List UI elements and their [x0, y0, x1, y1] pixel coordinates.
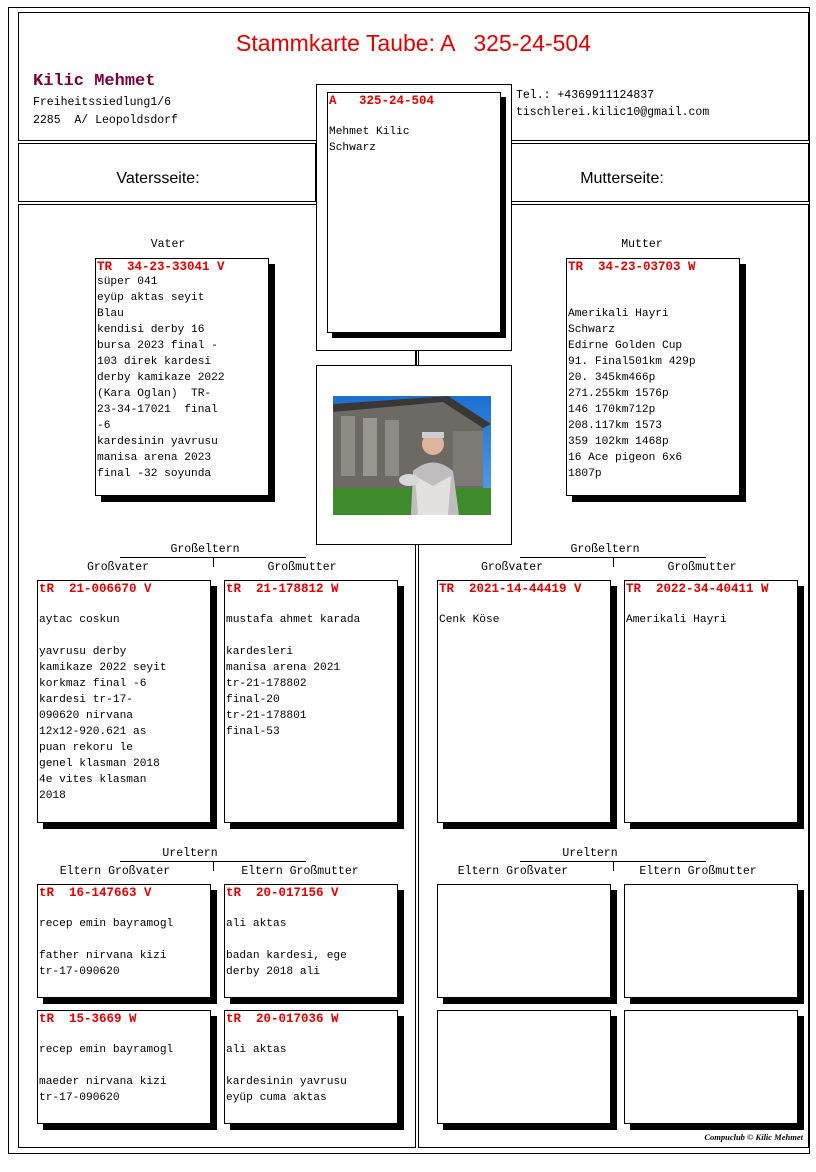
- mmm-ring: [625, 1011, 797, 1012]
- mother-text: Amerikali Hayri Schwarz Edirne Golden Cup 91. Final501km 429p 20. 345km466p 271.255km 1576p 146 170km712p 208.117km 1573 359 102km 1468p 16 Ace pigeon 6x6 1807p: [568, 308, 696, 480]
- mm-text: Amerikali Hayri: [626, 614, 727, 626]
- mf-text: Cenk Köse: [439, 614, 500, 626]
- mother-great-grandparents-label: Ureltern: [562, 847, 618, 860]
- mother-great-grandparents-divider: [613, 861, 614, 871]
- mother-grandfather-label: Großvater: [480, 561, 544, 574]
- mother-side-label: Mutterseite:: [580, 170, 664, 187]
- mf-card: [437, 580, 611, 823]
- father-grandfather-label: Großvater: [86, 561, 150, 574]
- mff-ring: [438, 885, 610, 886]
- father-grandmother-label: Großmutter: [267, 561, 337, 574]
- mf-ring: TR 2021-14-44419 V: [439, 582, 582, 596]
- father-label: Vater: [150, 238, 186, 251]
- fff-ring: tR 16-147663 V: [39, 886, 152, 900]
- mfm-card: [624, 884, 798, 998]
- father-card: [95, 258, 269, 496]
- ff-ring: tR 21-006670 V: [39, 582, 152, 596]
- center-connector-h: [416, 358, 417, 359]
- pigeon-ring: A 325-24-504: [329, 94, 435, 108]
- fm-ring: tR 21-178812 W: [226, 582, 339, 596]
- mfm-ring: [625, 885, 797, 886]
- pigeon-card: [327, 92, 501, 333]
- mmf-ring: [438, 1011, 610, 1012]
- owner-street: Freiheitssiedlung1/6: [33, 96, 172, 109]
- owner-email: tischlerei.kilic10@gmail.com: [516, 106, 710, 119]
- mm-card: [624, 580, 798, 823]
- owner-phone: Tel.: +4369911124837: [516, 89, 655, 102]
- mmf-card: [437, 1010, 611, 1124]
- mother-grandparents-label: Großeltern: [570, 543, 640, 556]
- owner-name: Kilic Mehmet: [33, 72, 156, 91]
- mother-label: Mutter: [621, 238, 663, 251]
- mother-card: [566, 258, 740, 496]
- photo: [333, 396, 491, 515]
- owner-city: 2285 A/ Leopoldsdorf: [33, 114, 178, 127]
- father-grandparents-divider: [213, 557, 214, 567]
- father-parents-grandfather-label: Eltern Großvater: [59, 865, 171, 878]
- fmf-card: [37, 1010, 211, 1124]
- mm-ring: TR 2022-34-40411 W: [626, 582, 769, 596]
- fm-text: mustafa ahmet karada kardesleri manisa arena 2021 tr-21-178802 final-20 tr-21-178801 final-53: [226, 614, 361, 738]
- fmm-ring: tR 20-017036 W: [226, 1012, 339, 1026]
- ff-text: aytac coskun yavrusu derby kamikaze 2022 seyit korkmaz final -6 kardesi tr-17- 090620 nirvana 12x12-920.621 as puan rekoru le genel klasman 2018 4e vites klasman 2018: [39, 614, 167, 802]
- mother-parents-grandfather-label: Eltern Großvater: [457, 865, 569, 878]
- mmm-card: [624, 1010, 798, 1124]
- father-parents-grandmother-label: Eltern Großmutter: [241, 865, 359, 878]
- father-ring: TR 34-23-33041 V: [97, 260, 225, 274]
- photo-person-pigeon-icon: [333, 396, 491, 515]
- mother-ring: TR 34-23-03703 W: [568, 260, 696, 274]
- father-great-grandparents-label: Ureltern: [162, 847, 218, 860]
- mother-parents-grandmother-label: Eltern Großmutter: [639, 865, 757, 878]
- fmf-ring: tR 15-3669 W: [39, 1012, 137, 1026]
- footer-credit: Compuclub © Kilic Mehmet: [704, 1132, 803, 1142]
- father-great-grandparents-divider: [213, 861, 214, 871]
- mother-grandparents-divider: [613, 557, 614, 567]
- fm-card: [224, 580, 398, 823]
- fff-card: [37, 884, 211, 998]
- father-text: süper 041 eyüp aktas seyit Blau kendisi derby 16 bursa 2023 final - 103 direk kardesi derby kamikaze 2022 (Kara Oglan) TR- 23-34-17021 final -6 kardesinin yavrusu manisa arena 2023 final -32 soyunda: [97, 276, 225, 480]
- fff-text: recep emin bayramogl father nirvana kizi tr-17-090620: [39, 918, 174, 978]
- fmm-card: [224, 1010, 398, 1124]
- mother-grandmother-label: Großmutter: [667, 561, 737, 574]
- fmf-text: recep emin bayramogl maeder nirvana kizi tr-17-090620: [39, 1044, 174, 1104]
- ff-card: [37, 580, 211, 823]
- father-side-label: Vatersseite:: [116, 170, 200, 187]
- page-title: Stammkarte Taube: A 325-24-504: [235, 30, 592, 56]
- father-grandparents-label: Großeltern: [170, 543, 240, 556]
- ffm-ring: tR 20-017156 V: [226, 886, 339, 900]
- ffm-card: [224, 884, 398, 998]
- fmm-text: ali aktas kardesinin yavrusu eyüp cuma aktas: [226, 1044, 347, 1104]
- pigeon-text: Mehmet Kilic Schwarz: [329, 126, 410, 154]
- mff-card: [437, 884, 611, 998]
- ffm-text: ali aktas badan kardesi, ege derby 2018 ali: [226, 918, 347, 978]
